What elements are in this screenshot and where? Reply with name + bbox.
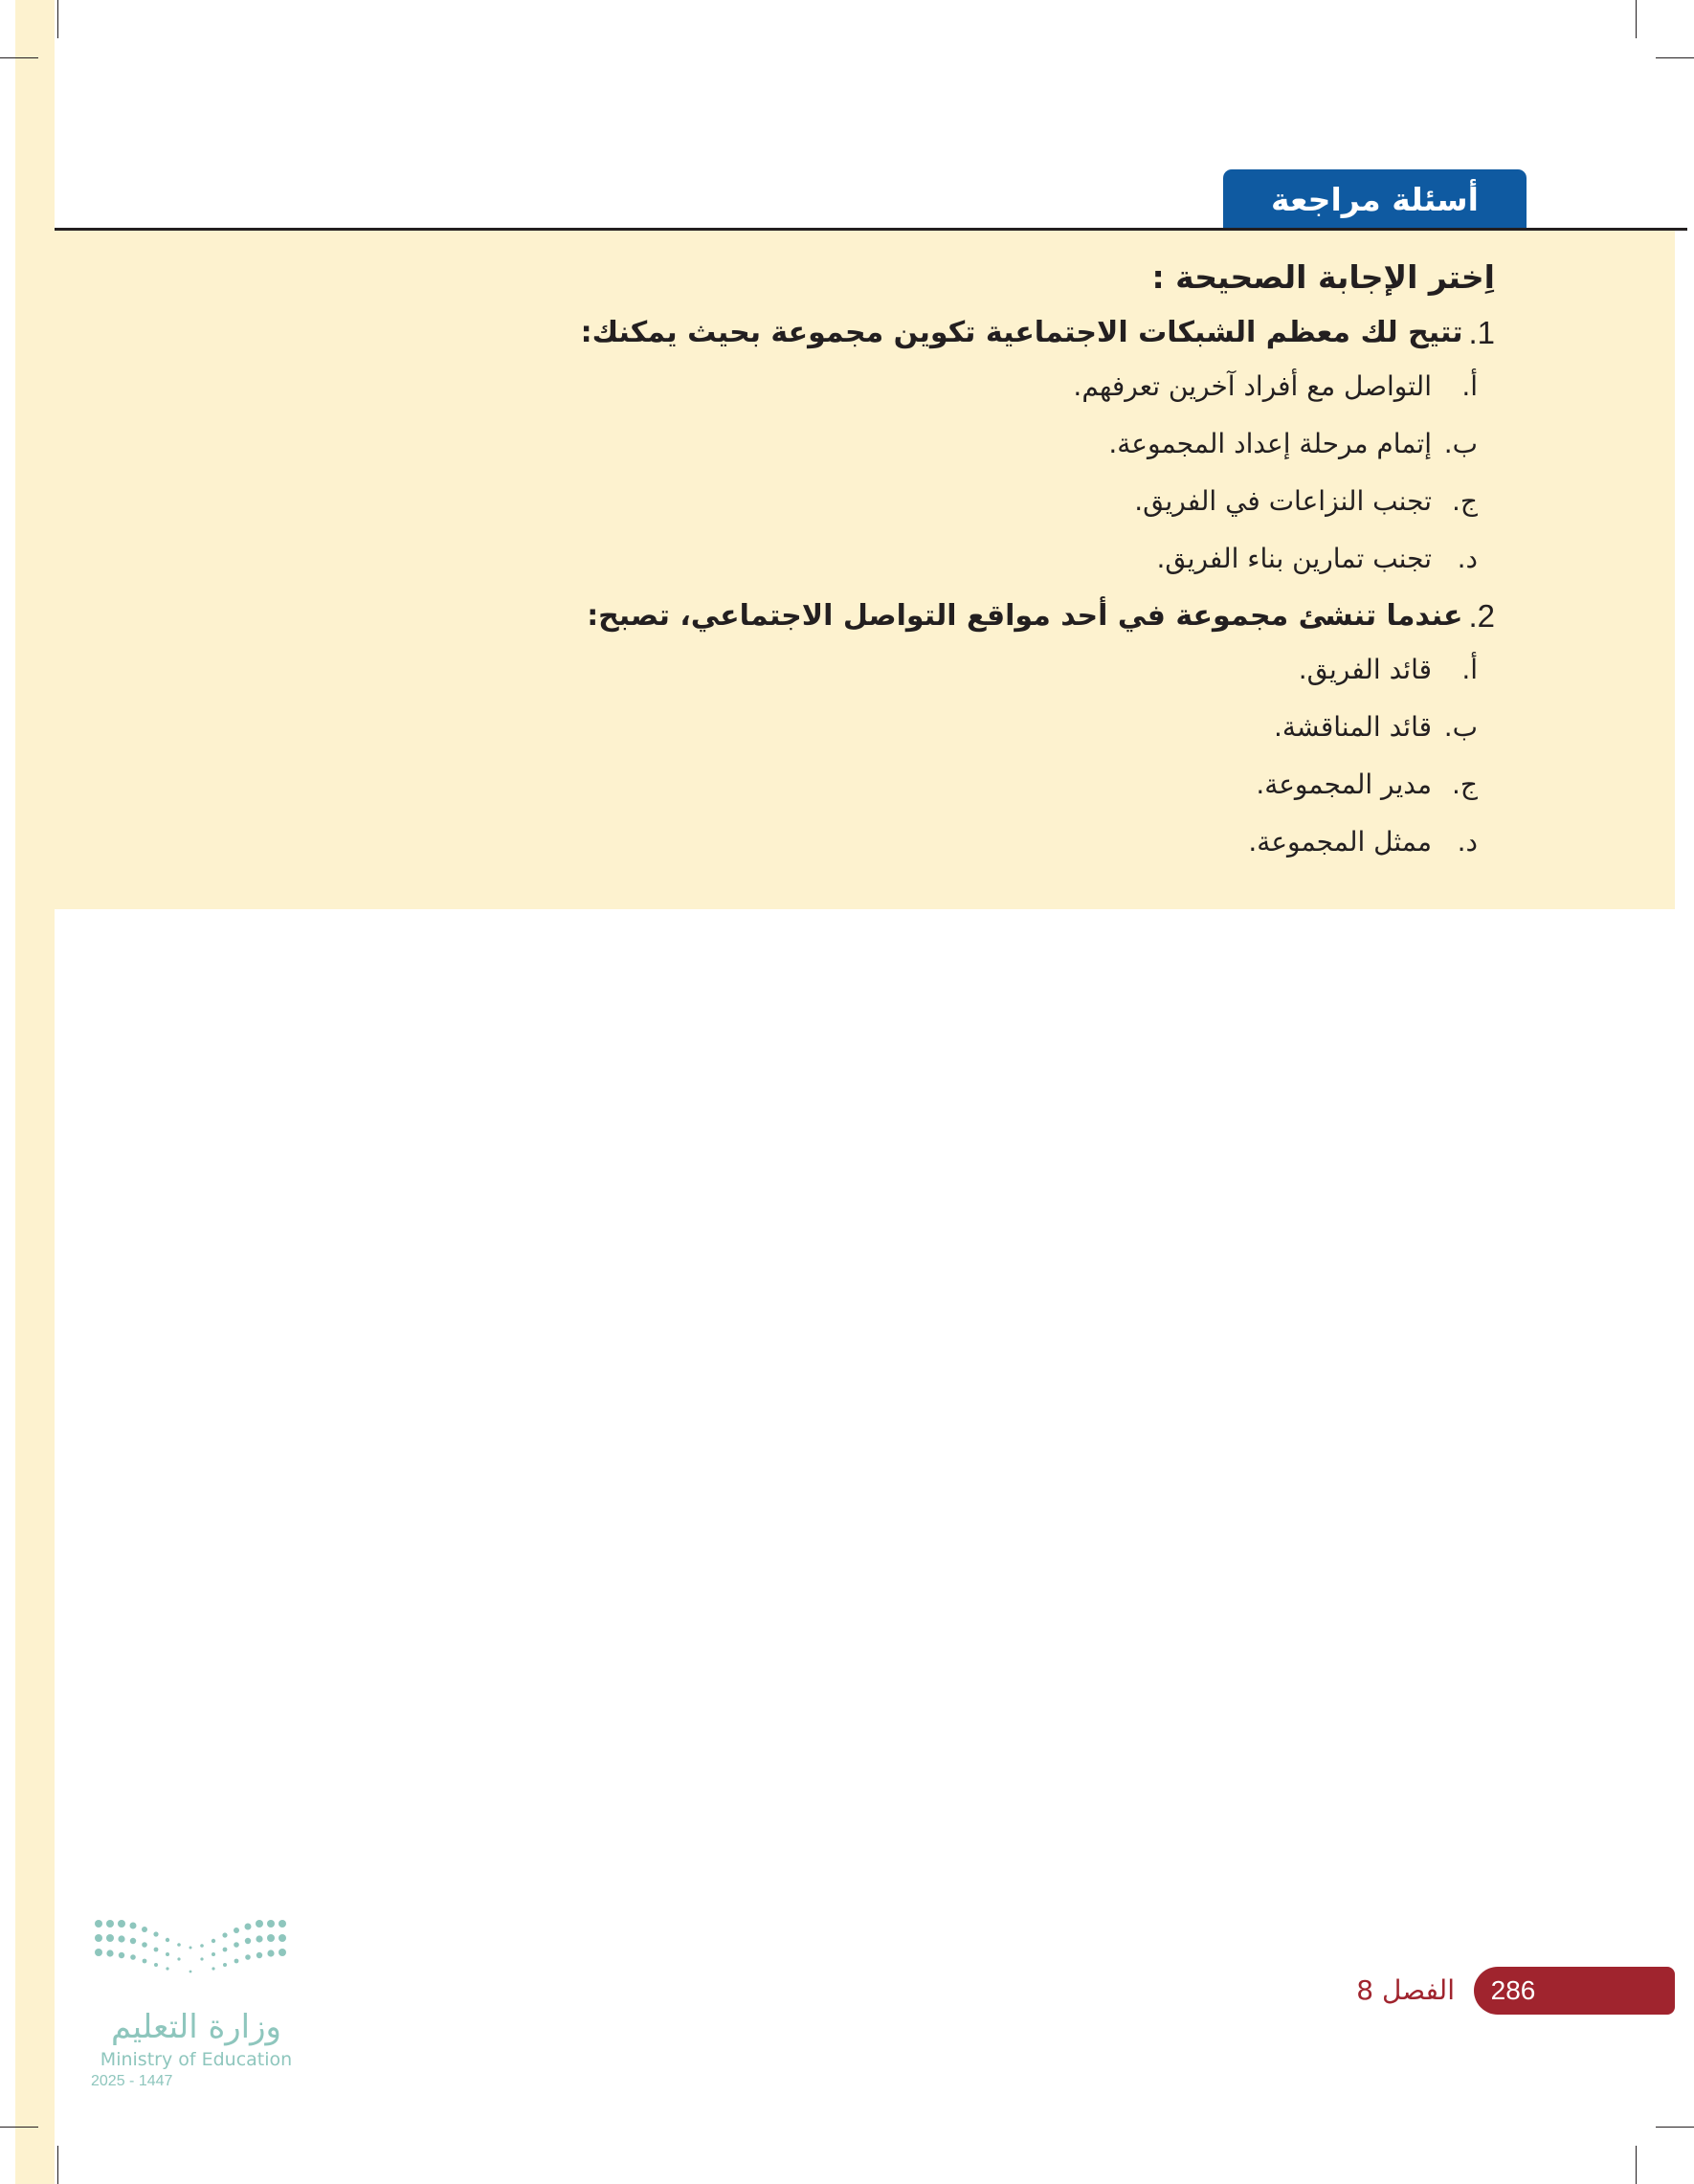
crop-mark: [57, 2146, 58, 2184]
option-letter: أ.: [1461, 370, 1478, 402]
chapter-label: الفصل 8: [1356, 1974, 1455, 2006]
option-letter: ج.: [1452, 485, 1478, 517]
option-item: [251, 756, 1495, 813]
instruction-text: اِختر الإجابة الصحيحة :: [1151, 258, 1495, 296]
option-text: مدير المجموعة.: [1256, 769, 1432, 800]
option-item: [251, 813, 1495, 871]
academic-year: 2025 - 1447: [91, 2073, 173, 2089]
option-text: تجنب النزاعات في الفريق.: [1134, 485, 1432, 517]
review-questions: [251, 251, 1495, 871]
option-letter: ب.: [1443, 428, 1478, 459]
question-text: عندما تنشئ مجموعة في أحد مواقع التواصل الاجتماعي، تصبح:: [587, 599, 1463, 633]
option-letter: ج.: [1452, 769, 1478, 800]
ministry-name-arabic: وزارة التعليم: [111, 2008, 281, 2046]
option-item: [251, 358, 1495, 415]
option-letter: د.: [1457, 543, 1478, 574]
question-1: [251, 308, 1495, 358]
option-text: التواصل مع أفراد آخرين تعرفهم.: [1073, 370, 1432, 402]
question-number: 2.: [1468, 598, 1495, 634]
section-title-tab: أسئلة مراجعة: [1223, 169, 1527, 229]
crop-mark: [1636, 2146, 1637, 2184]
question-number: 1.: [1468, 315, 1495, 350]
left-margin-strip: [15, 0, 55, 2184]
crop-mark: [0, 2127, 38, 2128]
option-letter: د.: [1457, 826, 1478, 858]
option-item: [251, 473, 1495, 530]
option-text: قائد الفريق.: [1298, 654, 1432, 685]
option-item: [251, 415, 1495, 473]
option-item: [251, 530, 1495, 588]
crop-mark: [1656, 57, 1694, 58]
crop-mark: [0, 57, 38, 58]
crop-mark: [57, 0, 58, 38]
page-number: 286: [1490, 1975, 1536, 2005]
option-text: إتمام مرحلة إعداد المجموعة.: [1108, 428, 1432, 459]
option-text: تجنب تمارين بناء الفريق.: [1156, 543, 1432, 574]
option-text: قائد المناقشة.: [1273, 711, 1432, 743]
question-2: [251, 591, 1495, 641]
option-letter: أ.: [1461, 654, 1478, 685]
option-text: ممثل المجموعة.: [1248, 826, 1432, 858]
ministry-name-english: Ministry of Education: [100, 2049, 293, 2070]
question-text: تتيح لك معظم الشبكات الاجتماعية تكوين مجموعة بحيث يمكنك:: [580, 316, 1463, 349]
crop-mark: [1656, 2127, 1694, 2128]
option-letter: ب.: [1443, 711, 1478, 743]
option-item: [251, 641, 1495, 699]
option-item: [251, 699, 1495, 756]
crop-mark: [1636, 0, 1637, 38]
